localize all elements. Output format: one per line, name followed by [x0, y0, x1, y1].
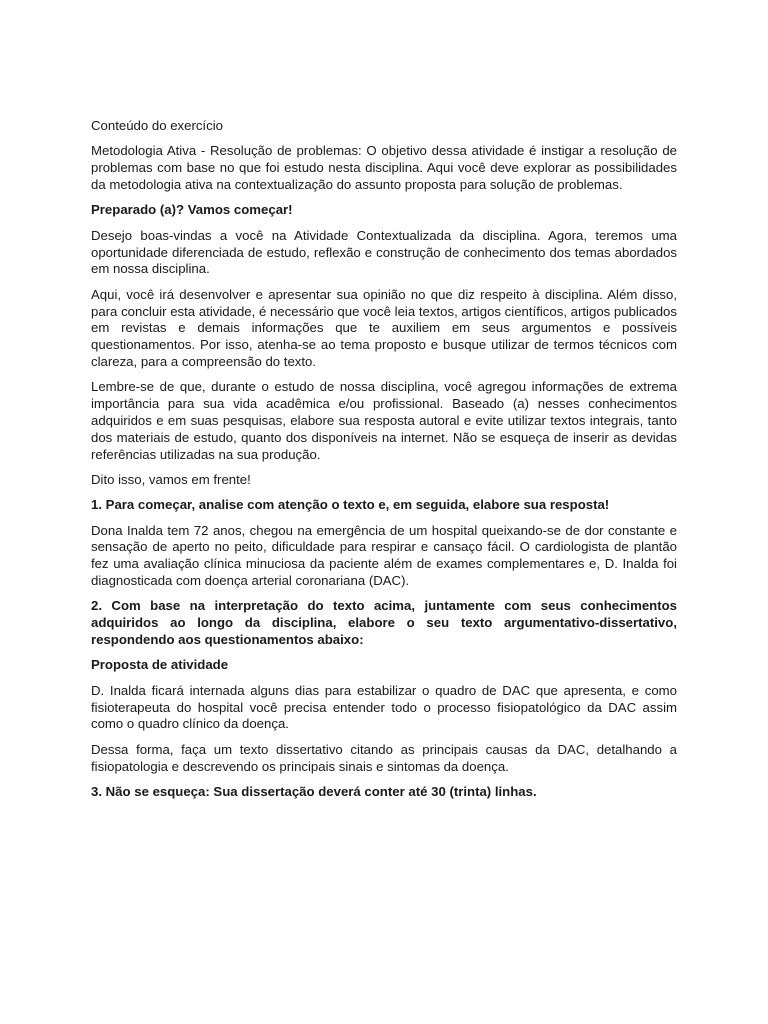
document-page: [91, 118, 677, 809]
ready-heading: Preparado (a)? Vamos começar!: [91, 202, 293, 218]
proposal-paragraph: D. Inalda ficará internada alguns dias para estabilizar o quadro de DAC que apresenta, e como fisioterapeuta do hospital você precisa entender todo o processo fisiopatológico da DAC assim como o quadro clínico da doença.: [91, 682, 677, 732]
step-3-heading: 3. Não se esqueça: Sua dissertação deverá conter até 30 (trinta) linhas.: [91, 784, 537, 800]
instructions-paragraph: Aqui, você irá desenvolver e apresentar sua opinião no que diz respeito à disciplina. Além disso, para concluir esta atividade, é necessário que você leia textos, artigos científicos, artigos publicados em revistas e demais informações que te auxiliem em seus argumentos e possíveis questionamentos. Por isso, atenha-se ao tema proposto e busque utilizar de termos técnicos com clareza, para a compreensão do texto.: [91, 286, 677, 369]
intro-paragraph: Metodologia Ativa - Resolução de problemas: O objetivo dessa atividade é instigar a resolução de problemas com base no que foi estudo nesta disciplina. Aqui você deve explorar as possibilidades da metodologia ativa na contextualização do assunto proposta para solução de problemas.: [91, 143, 677, 192]
step-2-heading: 2. Com base na interpretação do texto acima, juntamente com seus conhecimentos adquiridos ao longo da disciplina, elabore o seu texto argumentativo-dissertativo, respondendo aos questionamentos abaixo:: [91, 598, 677, 648]
reminder-paragraph: Lembre-se de que, durante o estudo de nossa disciplina, você agregou informações de extrema importância para sua vida acadêmica e/ou profissional. Baseado (a) nesses conhecimentos adquiridos e em suas pesquisas, elabore sua resposta autoral e evite utilizar textos integrais, tanto dos materiais de estudo, quanto dos disponíveis na internet. Não se esqueça de inserir as devidas referências utilizadas na sua produção.: [91, 379, 677, 462]
case-paragraph: Dona Inalda tem 72 anos, chegou na emergência de um hospital queixando-se de dor constante e sensação de aperto no peito, dificuldade para respirar e cansaço fácil. O cardiologista de plantão fez uma avaliação clínica minuciosa da paciente além de exames complementares e, D. Inalda foi diagnosticada com doença arterial coronariana (DAC).: [91, 522, 677, 589]
step-1-heading: 1. Para começar, analise com atenção o texto e, em seguida, elabore sua resposta!: [91, 497, 610, 513]
exercise-header: Conteúdo do exercício: [91, 118, 223, 133]
forward-line: Dito isso, vamos em frente!: [91, 471, 251, 487]
proposal-heading: Proposta de atividade: [91, 657, 229, 673]
task-paragraph: Dessa forma, faça um texto dissertativo citando as principais causas da DAC, detalhando a fisiopatologia e descrevendo os principais sinais e sintomas da doença.: [91, 741, 677, 774]
welcome-paragraph: Desejo boas-vindas a você na Atividade Contextualizada da disciplina. Agora, teremos uma oportunidade diferenciada de estudo, reflexão e construção de conhecimento dos temas abordados em nossa disciplina.: [91, 227, 677, 277]
